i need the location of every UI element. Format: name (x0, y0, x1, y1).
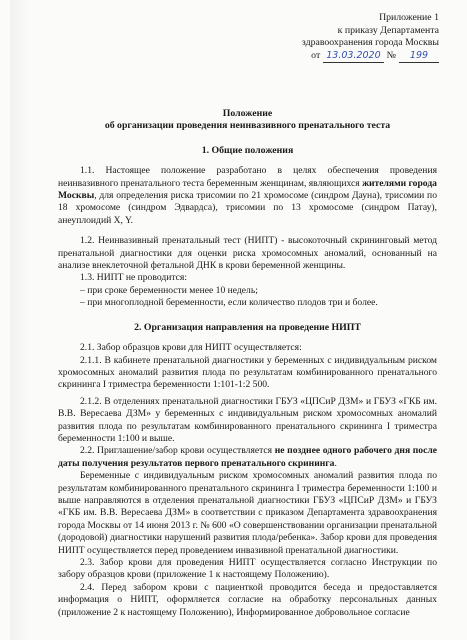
appendix-line-3: здравоохранения города Москвы (301, 37, 439, 49)
section-2-heading: 2. Организация направления на проведение НИПТ (134, 321, 361, 333)
list-item-1: – при сроке беременности менее 10 недель; (80, 284, 258, 296)
document-title (58, 108, 437, 133)
paragraph-1-3: 1.3. НИПТ не проводится: (80, 272, 187, 284)
title-line-1: Положение (222, 108, 273, 119)
paragraph-1-1: 1.1. Настоящее положение разработано в целях обеспечения проведения неинвазивного пренатального теста беременным женщинам, являющихся жителями города Москвы, для определения риска трисомии по 21 хромосоме (синдром Дауна), трисомии по 18 хромосоме (синдром Эдвардса), трисомии по 13 хромосоме (синдром Патау), анеуплоидий X, Y. (58, 165, 437, 226)
from-label: от (311, 49, 321, 61)
paragraph-2-1-1: 2.1.1. В кабинете пренатальной диагностики у беременных с индивидуальным риском хромосомных аномалий развития плода по результатам комбинированного пренатального скрининга I триместра беременности 1:101-1:2 500. (58, 354, 437, 391)
appendix-header (302, 12, 439, 63)
paragraph-2-2-cont: Беременные с индивидуальным риском хромосомных аномалий развития плода по результатам комбинированного пренатального скрининга I триместра беременности 1:100 и выше направляются в отделения пренатальной диагностики ГБУЗ «ЦПСиР ДЗМ» и ГБУЗ «ГКБ им. В.В. Вересаева ДЗМ» в соответствии с приказом Департамента здравоохранения города Москвы от 14 июня 2013 г. № 600 «О совершенствовании организации пренатальной (дородовой) диагностики нарушений развития плода/ребенка». Забор крови для проведения НИПТ осуществляется перед проведением инвазивной пренатальной диагностики. (58, 470, 437, 556)
order-date-row (302, 50, 439, 64)
paragraph-2-3: 2.3. Забор крови для проведения НИПТ осуществляется согласно Инструкции по забору образцов крови (приложение 1 к настоящему Положению). (58, 557, 437, 581)
title-line-2: об организации проведения неинвазивного пренатального теста (104, 120, 391, 132)
paragraph-2-2: 2.2. Приглашение/забор крови осуществляется не позднее одного рабочего дня после даты получения результатов первого пренатального скрининга. (58, 445, 437, 469)
paragraph-2-1-2: 2.1.2. В отделениях пренатальной диагностики ГБУЗ «ЦПСиР ДЗМ» и ГБУЗ «ГКБ им. В.В. Вересаева ДЗМ» у беременных с индивидуальным риском хромосомных аномалий развития плода по результатам комбинированного пренатального скрининга I триместра беременности 1:100 и выше. (58, 395, 437, 444)
paragraph-2-4: 2.4. Перед забором крови с пациенткой проводится беседа и предоставляется информация о НИПТ, оформляется согласие на обработку персональных данных (приложение 2 к настоящему Положению), Информированное добровольное согласие (58, 581, 437, 618)
order-number: 199 (399, 50, 439, 64)
appendix-line-2: к приказу Департамента (337, 24, 439, 36)
number-label: № (386, 49, 396, 61)
appendix-line-1: Приложение 1 (379, 12, 439, 23)
section-1-heading: 1. Общие положения (201, 144, 294, 156)
scan-edge-shadow (10, 0, 30, 640)
paragraph-1-2: 1.2. Неинвазивный пренатальный тест (НИПТ) - высокоточный скрининговый метод пренатальной диагностики для оценки риска хромосомных аномалий, основанный на анализе внеклеточной фетальной ДНК в крови беременной женщины. (58, 235, 437, 272)
order-date: 13.03.2020 (323, 50, 383, 64)
paragraph-2-1: 2.1. Забор образцов крови для НИПТ осуществляется: (80, 342, 302, 354)
list-item-2: – при многоплодной беременности, если количество плодов три и более. (80, 297, 378, 309)
